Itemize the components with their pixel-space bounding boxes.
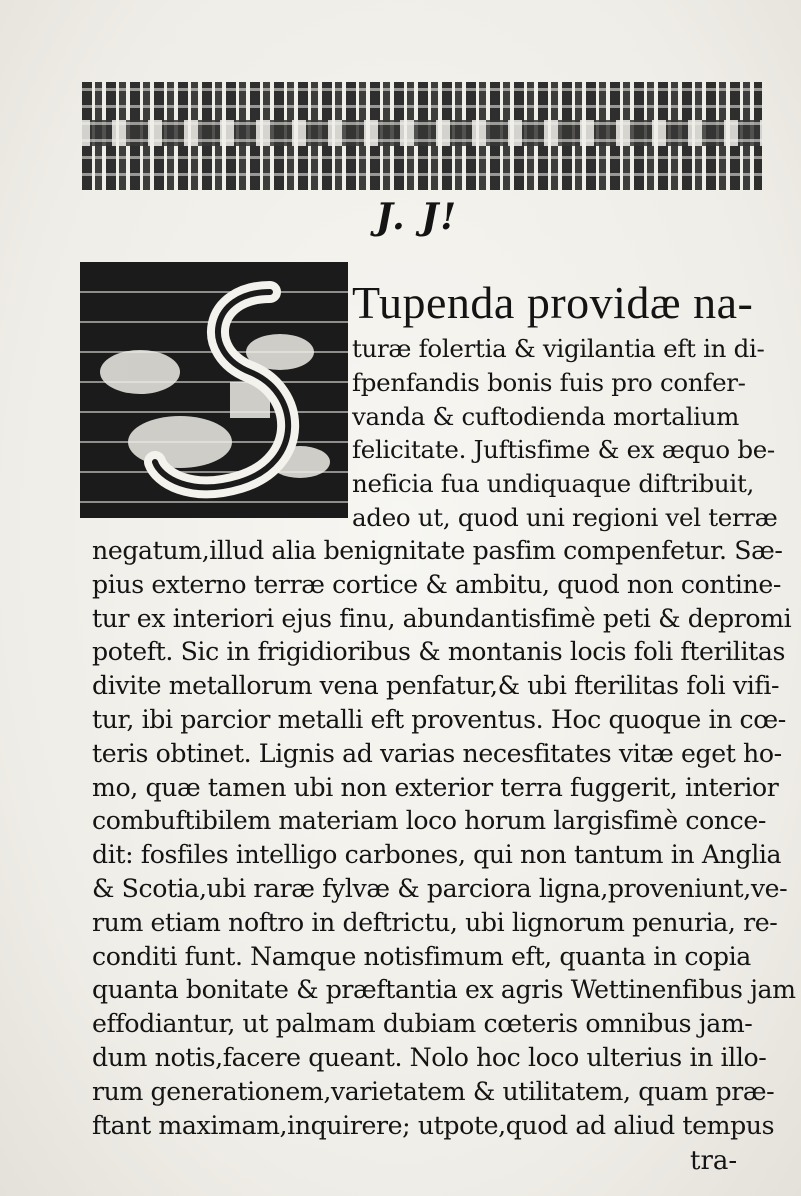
text-line: rum generationem,varietatem & utilitatem, quam præ- [92, 1076, 775, 1106]
text-line: tur, ibi parcior metalli eft proventus. Hoc quoque in cœ- [92, 704, 786, 734]
text-line: poteft. Sic in frigidioribus & montanis locis foli fterilitas [92, 637, 785, 667]
opening-heading: Tupenda providæ na- [352, 277, 754, 328]
text-line: fpenfandis bonis fuis pro confer- [352, 367, 746, 397]
text-line: dit: fosfiles intelligo carbones, qui non tantum in Anglia [92, 840, 782, 870]
decorated-initial-s [80, 262, 348, 518]
text-line: turæ folertia & vigilantia eft in di- [352, 334, 765, 363]
text-line: mo, quæ tamen ubi non exterior terra fuggerit, interior [92, 772, 779, 802]
narrow-paragraph [352, 332, 778, 535]
text-line: teris obtinet. Lignis ad varias necesfitates vitæ eget ho- [92, 738, 782, 768]
page-mark: J. J! [375, 196, 459, 238]
text-line: neficia fua undiquaque diftribuit, [352, 469, 754, 499]
full-paragraph [92, 534, 796, 1142]
text-line: adeo ut, quod uni regioni vel terræ [352, 502, 778, 532]
text-line: pius externo terræ cortice & ambitu, quod non contine- [92, 569, 782, 599]
text-line: ftant maximam,inquirere; utpote,quod ad aliud tempus [92, 1110, 775, 1140]
text-line: combuftibilem materiam loco horum largisfimè conce- [92, 806, 767, 836]
text-line: tur ex interiori ejus finu, abundantisfimè peti & depromi [92, 603, 792, 633]
text-line: & Scotia,ubi raræ fylvæ & parciora ligna,proveniunt,ve- [92, 873, 788, 903]
text-line: dum notis,facere queant. Nolo hoc loco ulterius in illo- [92, 1042, 767, 1072]
text-line: conditi funt. Namque notisfimum eft, quanta in copia [92, 941, 751, 971]
text-line: rum etiam noftro in deftrictu, ubi lignorum penuria, re- [92, 907, 778, 937]
ornamental-headpiece [82, 82, 762, 190]
text-line: divite metallorum vena penfatur,& ubi fterilitas foli vifi- [92, 671, 780, 701]
text-line: negatum,illud alia benignitate pasfim compenfetur. Sæ- [92, 536, 783, 565]
text-line: vanda & cuftodienda mortalium [352, 401, 740, 431]
text-line: felicitate. Juftisfime & ex æquo be- [352, 435, 775, 465]
text-line: effodiantur, ut palmam dubiam cœteris omnibus jam- [92, 1009, 753, 1039]
catchword: tra- [690, 1146, 738, 1176]
text-line: quanta bonitate & præftantia ex agris Wettinenfibus jam [92, 975, 796, 1005]
